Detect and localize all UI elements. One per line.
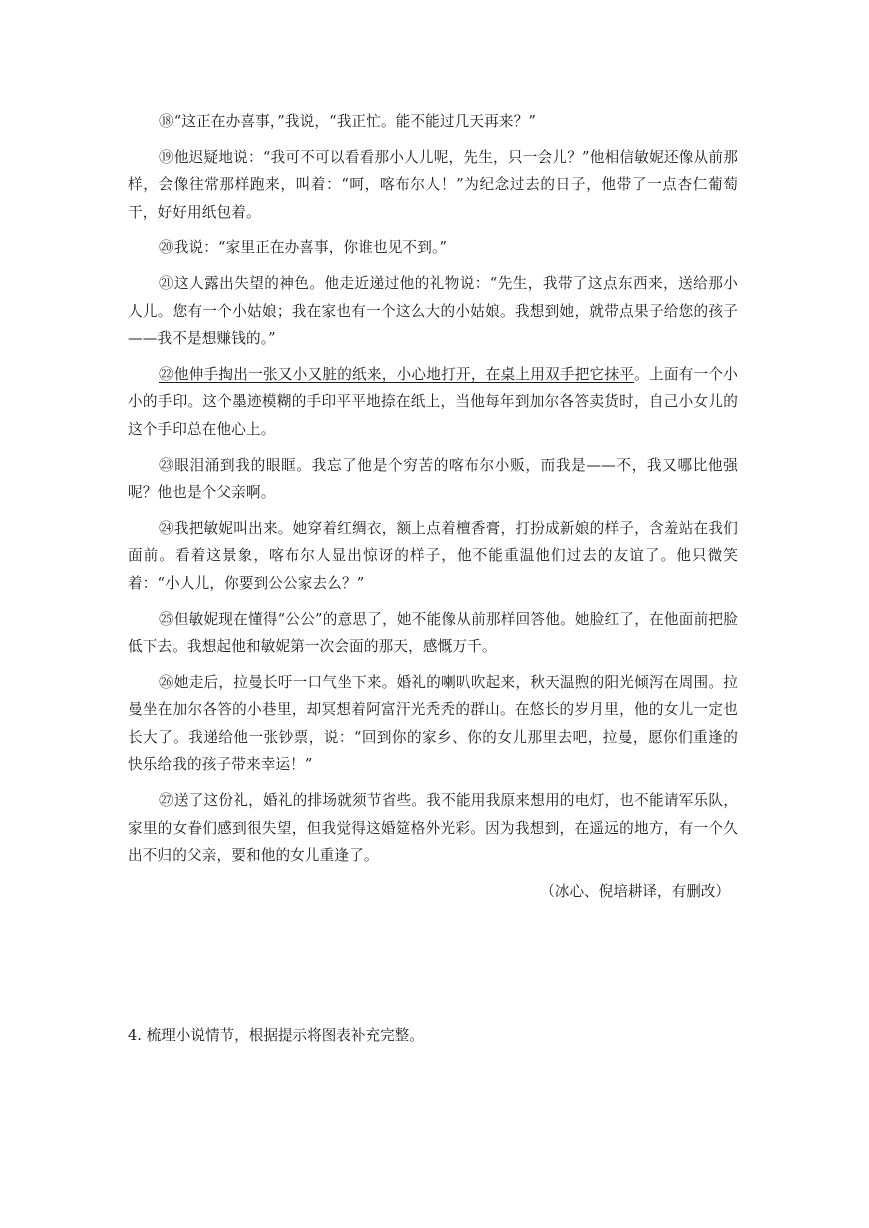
paragraph-text: 他迟疑地说：“我可不可以看看那小人儿呢，先生，只一会儿？”他相信敏妮还像从前那样，会像往常那样跑来，叫着：“呵，喀布尔人！”为纪念过去的日子，他带了一点杏仁葡萄干，好好用纸包着。 xyxy=(128,148,738,221)
paragraph-number: ㉒ xyxy=(159,365,174,383)
paragraph-27 xyxy=(128,787,738,870)
paragraph-20 xyxy=(128,234,738,262)
paragraph-text: “这正在办喜事，”我说，“我正忙。能不能过几天再来？” xyxy=(173,113,537,130)
paragraph-number: ㉖ xyxy=(159,673,174,691)
paragraph-21 xyxy=(128,270,738,353)
paragraph-22 xyxy=(128,361,738,444)
paragraph-23 xyxy=(128,452,738,507)
paragraph-18 xyxy=(128,108,738,136)
paragraph-text: 这人露出失望的神色。他走近递过他的礼物说：“先生，我带了这点东西来，送给那小人儿。您有一个小姑娘；我在家也有一个这么大的小姑娘。我想到她，就带点果子给您的孩子——我不是想赚钱的。” xyxy=(128,274,738,348)
paragraph-number: ㉑ xyxy=(159,274,175,292)
paragraph-text: 但敏妮现在懂得“公公”的意思了，她不能像从前那样回答他。她脸红了，在他面前把脸低下去。我想起他和敏妮第一次会面的那天，感慨万千。 xyxy=(128,610,738,656)
underlined-text: 他伸手掏出一张又小又脏的纸来，小心地打开，在桌上用双手把它抹平 xyxy=(173,365,635,383)
paragraph-19 xyxy=(128,144,738,227)
paragraph-number: ㉕ xyxy=(159,610,174,628)
paragraph-text: 。上面有一个小小的手印。这个墨迹模糊的手印平平地捺在纸上，当他每年到加尔各答卖货时，自己小女儿的这个手印总在他心上。 xyxy=(128,365,738,438)
paragraph-number: ㉗ xyxy=(159,792,174,810)
paragraph-text: 眼泪涌到我的眼眶。我忘了他是个穷苦的喀布尔小贩，而我是——不，我又哪比他强呢？他也是个父亲啊。 xyxy=(128,456,738,502)
paragraph-text: 我说：“家里正在办喜事，你谁也见不到。” xyxy=(173,239,448,257)
paragraph-text: 她走后，拉曼长吁一口气坐下来。婚礼的喇叭吹起来，秋天温煦的阳光倾泻在周围。拉曼坐在加尔各答的小巷里，却冥想着阿富汗光秃秃的群山。在悠长的岁月里，他的女儿一定也长大了。我递给他一张钞票，说：“回到你的家乡、你的女儿那里去吧，拉曼，愿你们重逢的快乐给我的孩子带来幸运！” xyxy=(128,673,738,774)
paragraph-number: ⑳ xyxy=(159,239,174,257)
underlined-sentence xyxy=(159,366,634,383)
paragraph-26 xyxy=(128,669,738,779)
paragraph-number: ㉓ xyxy=(159,456,175,474)
source-attribution: （冰心、倪培耕译，有删改） xyxy=(540,882,730,900)
paragraph-number: ⑲ xyxy=(159,148,174,166)
paragraph-text: 送了这份礼，婚礼的排场就须节省些。我不能用我原来想用的电灯，也不能请军乐队，家里的女眷们感到很失望，但我觉得这婚筵格外光彩。因为我想到，在遥远的地方，有一个久出不归的父亲，要和他的女儿重逢了。 xyxy=(128,792,738,865)
article-body xyxy=(128,108,738,915)
paragraph-24 xyxy=(128,515,738,598)
paragraph-text: 我把敏妮叫出来。她穿着红绸衣，额上点着檀香膏，打扮成新娘的样子，含羞站在我们面前。看着这景象，喀布尔人显出惊讶的样子，他不能重温他们过去的友谊了。他只微笑着：“小人儿，你要到公公家去么？” xyxy=(128,519,738,592)
paragraph-number: ⑱ xyxy=(159,113,174,130)
question-4: 4. 梳理小说情节，根据提示将图表补充完整。 xyxy=(128,1027,424,1044)
paragraph-25 xyxy=(128,606,738,661)
paragraph-number: ㉔ xyxy=(159,519,174,537)
